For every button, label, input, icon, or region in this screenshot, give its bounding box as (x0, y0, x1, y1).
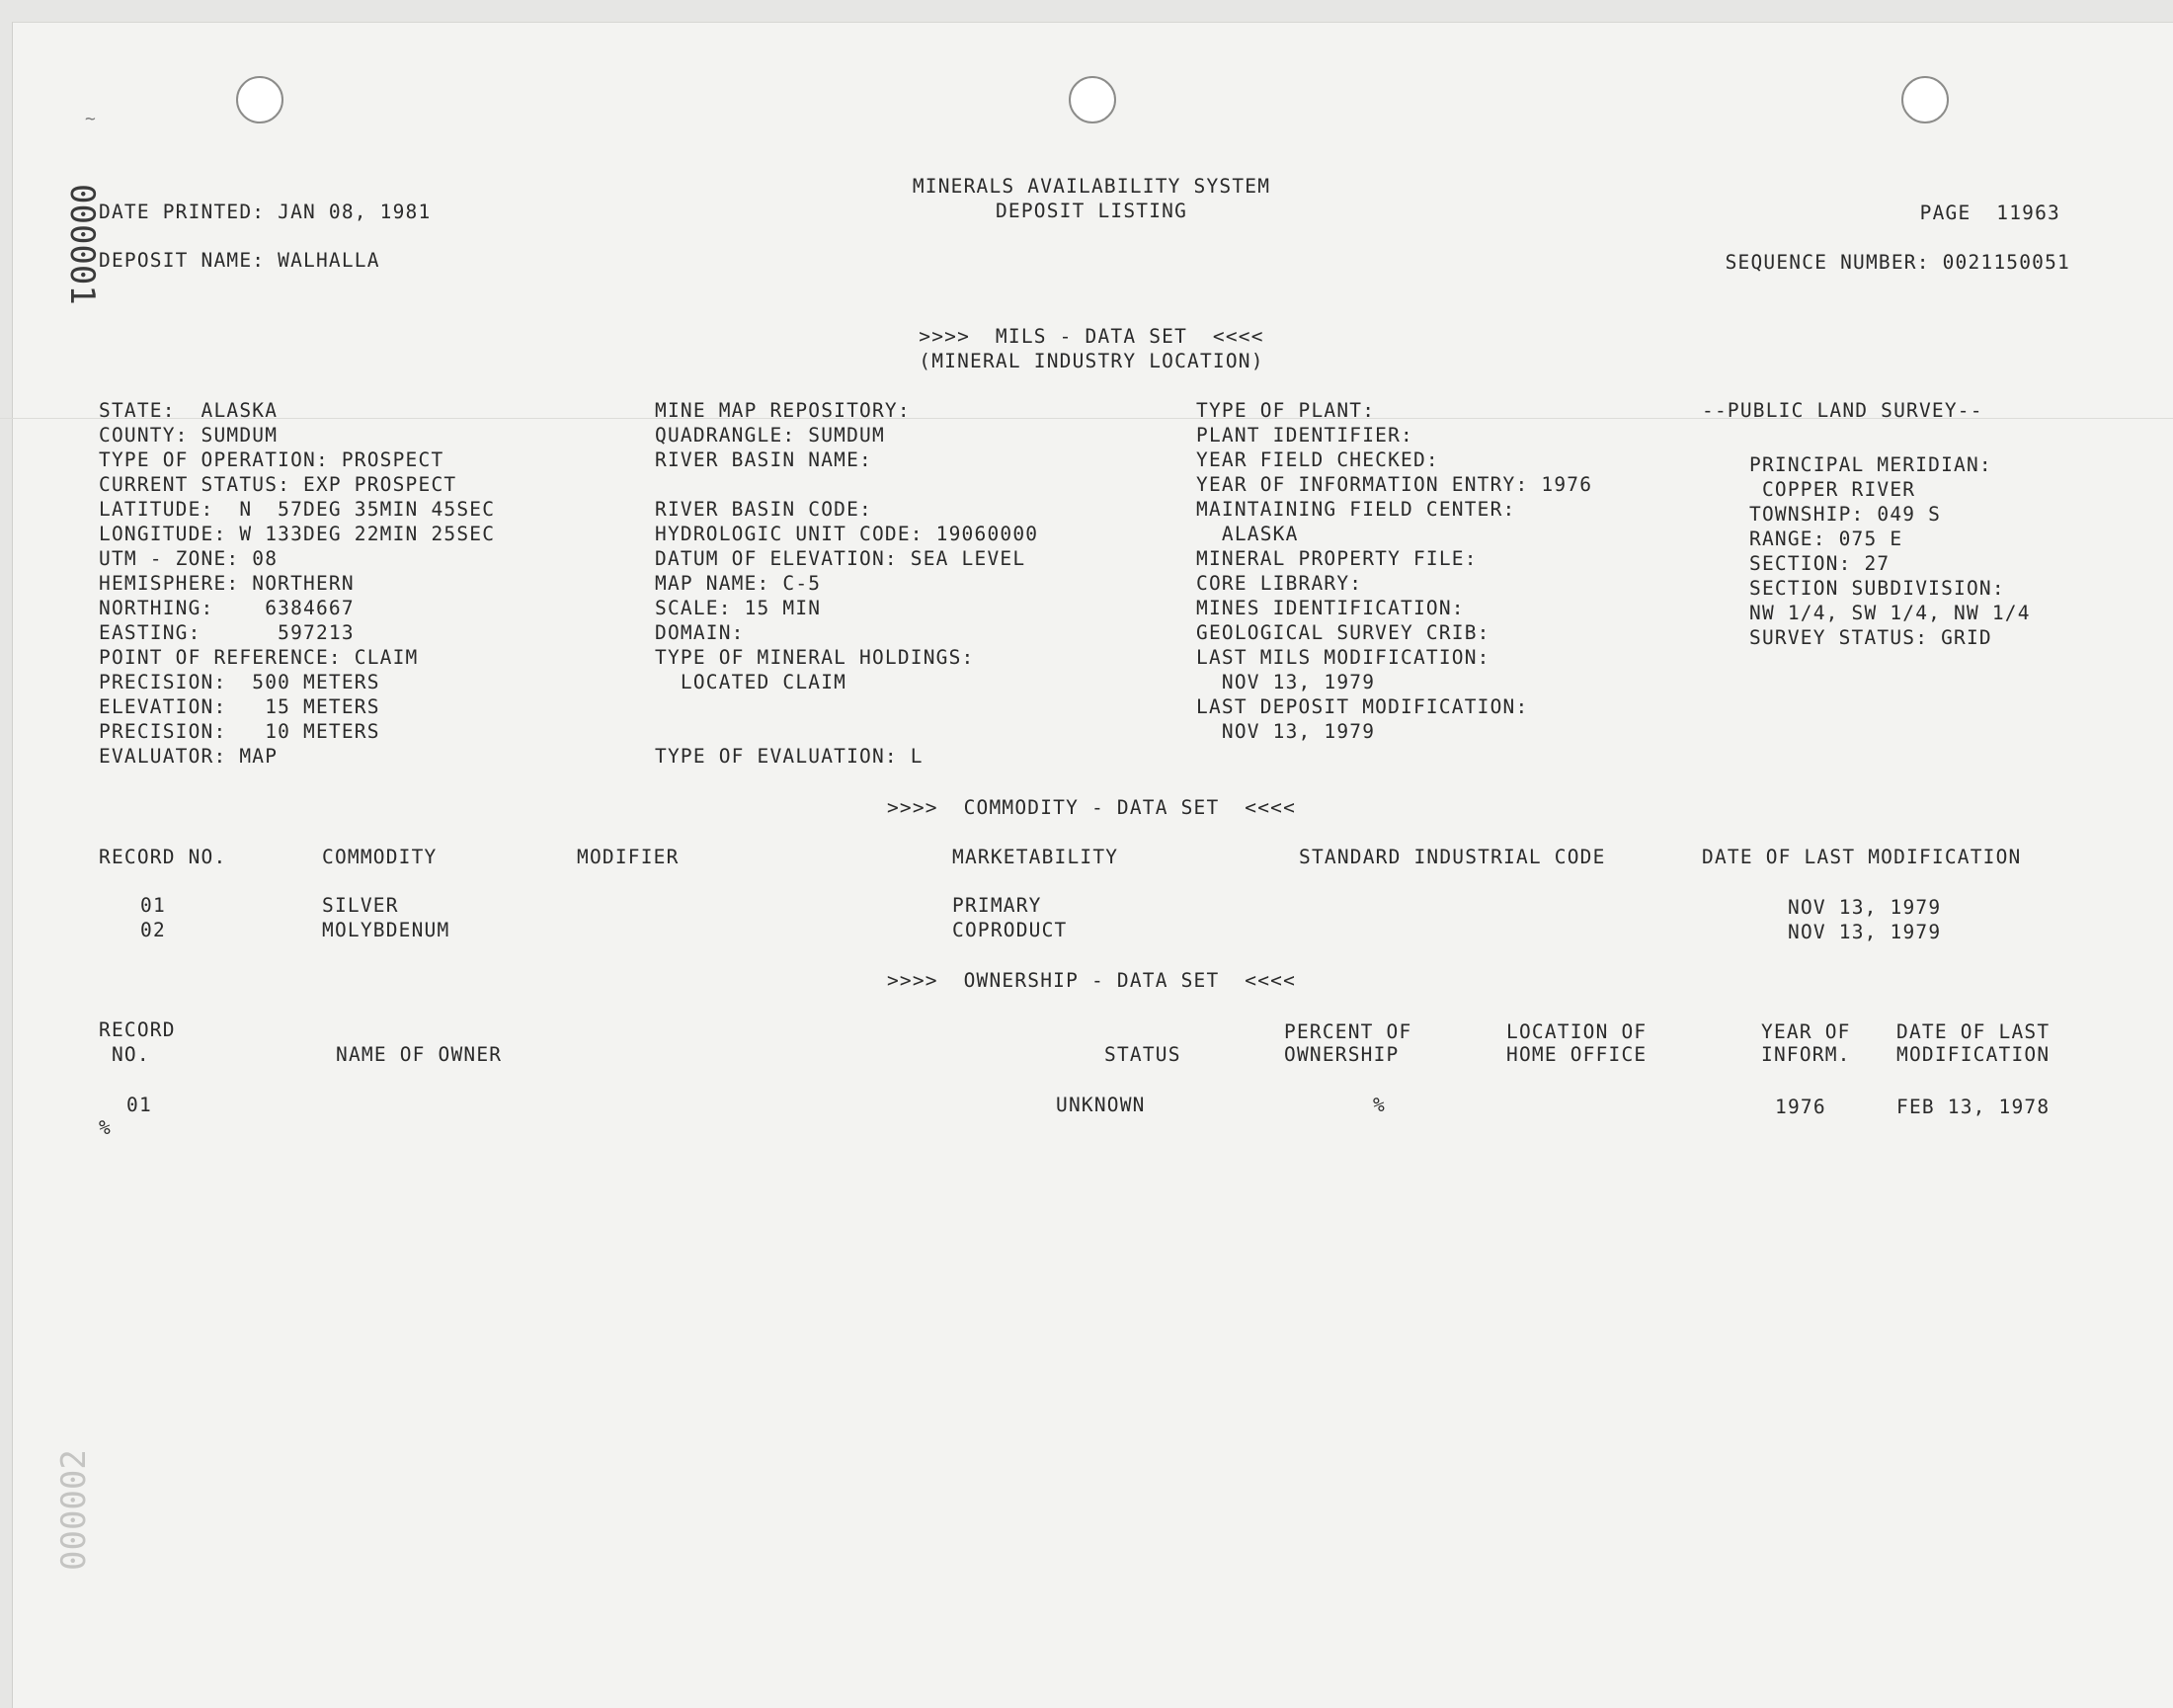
ownership-row-date: FEB 13, 1978 (1896, 1096, 2051, 1118)
plss-field: COPPER RIVER (1749, 478, 1916, 501)
ownership-heading: >>>> OWNERSHIP - DATA SET <<<< (886, 969, 1297, 992)
mils-field: POINT OF REFERENCE: CLAIM (99, 646, 419, 669)
mils-field: YEAR OF INFORMATION ENTRY: 1976 (1196, 473, 1593, 496)
plss-field: SECTION SUBDIVISION: (1749, 577, 2005, 600)
mils-field: LAST DEPOSIT MODIFICATION: (1196, 695, 1529, 718)
mils-field: CORE LIBRARY: (1196, 572, 1363, 595)
ownership-header-modification: MODIFICATION (1896, 1043, 2051, 1066)
mils-field: HEMISPHERE: NORTHERN (99, 572, 355, 595)
mils-field: YEAR FIELD CHECKED: (1196, 448, 1439, 471)
ownership-row-year: 1976 (1775, 1096, 1826, 1118)
commodity-header-sic: STANDARD INDUSTRIAL CODE (1299, 846, 1606, 868)
mils-field: DOMAIN: (655, 621, 745, 644)
mils-field: LATITUDE: N 57DEG 35MIN 45SEC (99, 498, 496, 521)
mils-field: NORTHING: 6384667 (99, 597, 355, 619)
ownership-header-ownership: OWNERSHIP (1284, 1043, 1400, 1066)
mils-field: RIVER BASIN NAME: (655, 448, 872, 471)
mils-field: QUADRANGLE: SUMDUM (655, 424, 885, 447)
ownership-header-last-mod: DATE OF LAST (1896, 1020, 2051, 1043)
mils-field: PLANT IDENTIFIER: (1196, 424, 1413, 447)
commodity-row-no: 02 (140, 919, 166, 941)
mils-field: PRECISION: 500 METERS (99, 671, 380, 693)
mils-field: EASTING: 597213 (99, 621, 355, 644)
ownership-row-no: 01 (126, 1094, 152, 1116)
mils-field: TYPE OF PLANT: (1196, 399, 1376, 422)
plss-field: SURVEY STATUS: GRID (1749, 626, 1992, 649)
plss-field: RANGE: 075 E (1749, 528, 1903, 550)
plss-field: PRINCIPAL MERIDIAN: (1749, 453, 1992, 476)
commodity-header-last-mod: DATE OF LAST MODIFICATION (1702, 846, 2022, 868)
mils-field: ALASKA (1196, 523, 1299, 545)
ownership-header-location: LOCATION OF (1506, 1020, 1648, 1043)
mils-field: ELEVATION: 15 METERS (99, 695, 380, 718)
commodity-header-modifier: MODIFIER (577, 846, 680, 868)
commodity-header-marketability: MARKETABILITY (952, 846, 1119, 868)
sequence-number: SEQUENCE NUMBER: 0021150051 (1725, 251, 2070, 274)
mils-field: GEOLOGICAL SURVEY CRIB: (1196, 621, 1490, 644)
plss-title: --PUBLIC LAND SURVEY-- (1702, 399, 1983, 422)
commodity-row-name: SILVER (322, 894, 399, 917)
plss-field: SECTION: 27 (1749, 552, 1891, 575)
commodity-header-commodity: COMMODITY (322, 846, 438, 868)
mils-field: COUNTY: SUMDUM (99, 424, 279, 447)
ownership-header-record: RECORD (99, 1018, 176, 1041)
ownership-header-status: STATUS (1104, 1043, 1181, 1066)
mils-field: CURRENT STATUS: EXP PROSPECT (99, 473, 457, 496)
punch-hole-right (1901, 76, 1949, 123)
mils-field: MINES IDENTIFICATION: (1196, 597, 1465, 619)
mils-field: UTM - ZONE: 08 (99, 547, 279, 570)
date-printed: DATE PRINTED: JAN 08, 1981 (99, 201, 432, 223)
commodity-row-name: MOLYBDENUM (322, 919, 450, 941)
ownership-row-percent: % (1373, 1094, 1386, 1116)
mils-field: MINERAL PROPERTY FILE: (1196, 547, 1478, 570)
ownership-header-name: NAME OF OWNER (336, 1043, 503, 1066)
mils-field: LAST MILS MODIFICATION: (1196, 646, 1490, 669)
mils-heading: >>>> MILS - DATA SET <<<< (919, 325, 1264, 348)
mils-field: MAP NAME: C-5 (655, 572, 822, 595)
report-title: MINERALS AVAILABILITY SYSTEM (912, 175, 1271, 198)
punch-hole-left (236, 76, 283, 123)
mils-field: STATE: ALASKA (99, 399, 279, 422)
mils-field: MINE MAP REPOSITORY: (655, 399, 911, 422)
page-number: PAGE 11963 (1919, 202, 2060, 224)
commodity-row-marketability: COPRODUCT (952, 919, 1068, 941)
end-of-record-marker: % (99, 1116, 112, 1139)
report-subtitle: DEPOSIT LISTING (995, 200, 1188, 222)
punch-hole-center (1069, 76, 1116, 123)
frame-number-stamp-faint: 000002 (54, 1449, 94, 1571)
commodity-row-date: NOV 13, 1979 (1788, 921, 1942, 943)
mils-field: DATUM OF ELEVATION: SEA LEVEL (655, 547, 1026, 570)
mils-field: HYDROLOGIC UNIT CODE: 19060000 (655, 523, 1039, 545)
mils-field: NOV 13, 1979 (1196, 671, 1376, 693)
mils-subheading: (MINERAL INDUSTRY LOCATION) (919, 350, 1264, 372)
mils-field: TYPE OF EVALUATION: L (655, 745, 924, 768)
mils-field: TYPE OF OPERATION: PROSPECT (99, 448, 444, 471)
ownership-header-year: YEAR OF (1761, 1020, 1851, 1043)
commodity-header-record: RECORD NO. (99, 846, 227, 868)
mils-field: NOV 13, 1979 (1196, 720, 1376, 743)
mils-field: RIVER BASIN CODE: (655, 498, 872, 521)
ownership-header-inform: INFORM. (1761, 1043, 1851, 1066)
mils-field: LONGITUDE: W 133DEG 22MIN 25SEC (99, 523, 496, 545)
ownership-header-percent: PERCENT OF (1284, 1020, 1412, 1043)
frame-number-stamp: 000001 (62, 184, 102, 305)
mils-field: EVALUATOR: MAP (99, 745, 279, 768)
mils-field: TYPE OF MINERAL HOLDINGS: (655, 646, 975, 669)
plss-field: NW 1/4, SW 1/4, NW 1/4 (1749, 602, 2031, 624)
ownership-header-no: NO. (99, 1043, 150, 1066)
mils-field: SCALE: 15 MIN (655, 597, 822, 619)
commodity-heading: >>>> COMMODITY - DATA SET <<<< (886, 796, 1297, 819)
plss-field: TOWNSHIP: 049 S (1749, 503, 1942, 526)
commodity-row-no: 01 (140, 894, 166, 917)
mils-field: PRECISION: 10 METERS (99, 720, 380, 743)
mils-field: LOCATED CLAIM (655, 671, 847, 693)
commodity-row-marketability: PRIMARY (952, 894, 1042, 917)
ownership-row-status: UNKNOWN (1056, 1094, 1146, 1116)
ownership-header-home-office: HOME OFFICE (1506, 1043, 1648, 1066)
deposit-name: DEPOSIT NAME: WALHALLA (99, 249, 380, 272)
pencil-mark: ~ (85, 109, 96, 129)
commodity-row-date: NOV 13, 1979 (1788, 896, 1942, 919)
mils-field: MAINTAINING FIELD CENTER: (1196, 498, 1516, 521)
